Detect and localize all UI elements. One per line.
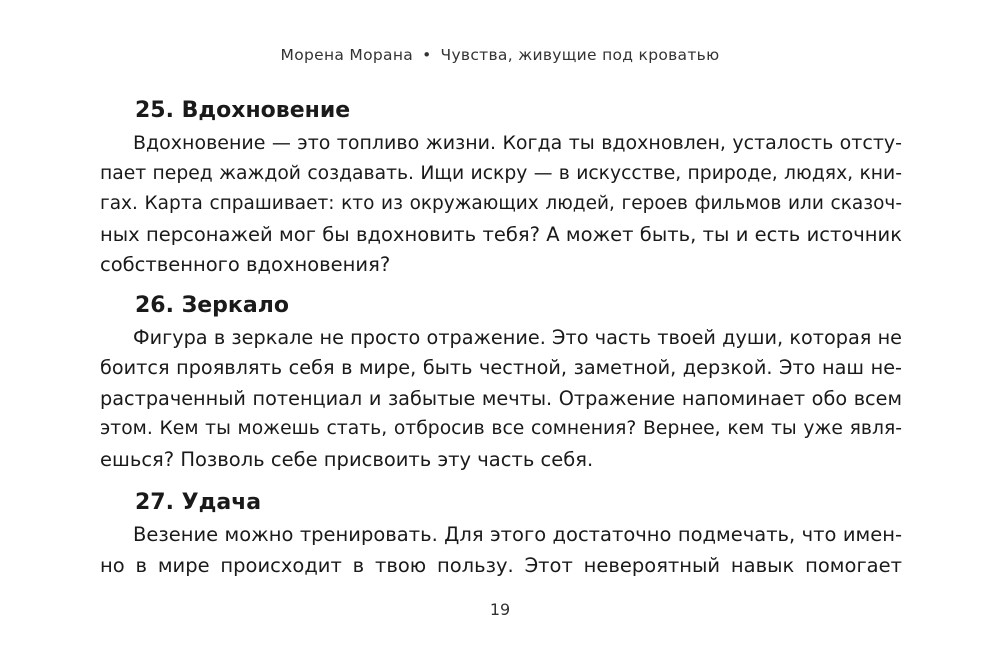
section-title: 25. Вдохновение: [135, 98, 351, 123]
section-body: [100, 323, 902, 476]
section-title: 27. Удача: [135, 490, 262, 515]
text-line: Вдохновение — это топливо жизни. Когда ты вдохновлен, усталость отсту-: [133, 132, 902, 154]
header-separator: •: [422, 46, 432, 64]
text-line: этом. Кем ты можешь стать, отбросив все сомнения? Вернее, кем ты уже явля-: [100, 418, 902, 439]
text-line: ных персонажей мог бы вдохновить тебя? А может быть, ты и есть источник: [100, 222, 902, 246]
section-title: 26. Зеркало: [135, 292, 289, 318]
header-author: Морена Морана: [280, 46, 414, 64]
section-inspiration: [100, 93, 902, 281]
page-number: 19: [489, 600, 511, 619]
text-line: собственного вдохновения?: [100, 253, 391, 276]
text-line: ешься? Позволь себе присвоить эту часть себя.: [100, 447, 594, 471]
text-line: но в мире происходит в твою пользу. Этот невероятный навык помогает: [100, 553, 902, 577]
text-line: Везение можно тренировать. Для этого достаточно подмечать, что имен-: [133, 523, 902, 546]
section-body: [100, 128, 902, 281]
text-line: гах. Карта спрашивает: кто из окружающих людей, героев фильмов или сказоч-: [100, 193, 902, 214]
text-line: Фигура в зеркале не просто отражение. Это часть твоей души, которая не: [133, 325, 902, 349]
text-line: растраченный потенциал и забытые мечты. Отражение напоминает обо всем: [100, 386, 902, 410]
text-line: пает перед жаждой создавать. Ищи искру — в искусстве, природе, людях, кни-: [100, 162, 902, 184]
section-body: [100, 520, 902, 581]
section-gap: [100, 281, 902, 288]
section-mirror: [100, 288, 902, 476]
running-header: [0, 46, 1000, 64]
section-luck: [100, 485, 902, 581]
page-content: [100, 93, 902, 581]
section-gap: [100, 475, 902, 485]
header-book-title: Чувства, живущие под кроватью: [440, 46, 720, 64]
text-line: боится проявлять себя в мире, быть честной, заметной, дерзкой. Это наш не-: [100, 356, 902, 379]
